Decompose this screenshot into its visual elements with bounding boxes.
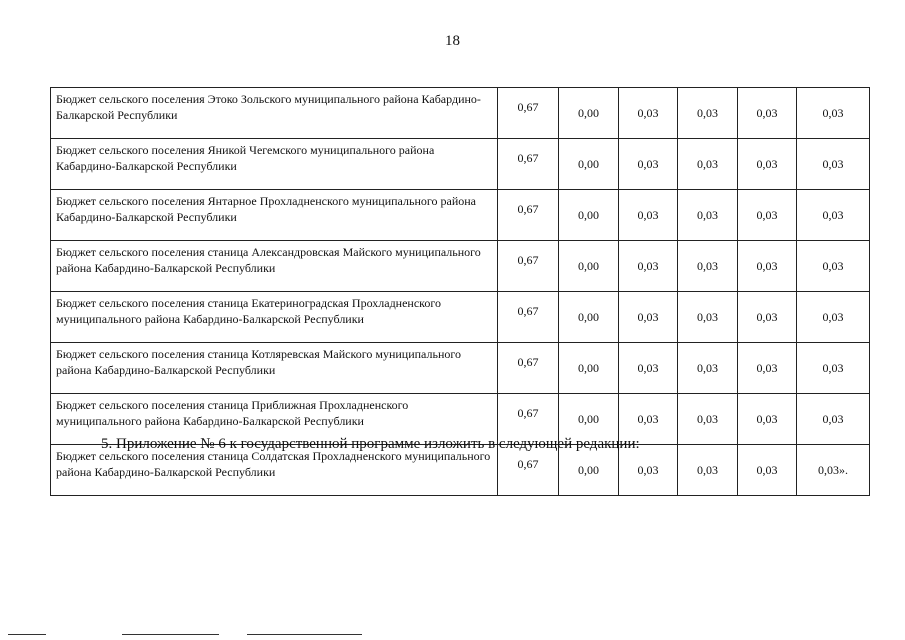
value-cell: 0,03 xyxy=(797,241,870,292)
value-cell: 0,03 xyxy=(619,241,678,292)
value-cell: 0,00 xyxy=(559,445,619,496)
budget-name-cell: Бюджет сельского поселения Этоко Зольского муниципального района Кабардино-Балкарской Республики xyxy=(51,88,498,139)
value-cell: 0,67 xyxy=(498,343,559,394)
budget-name-cell: Бюджет сельского поселения станица Приближная Прохладненского муниципального района Кабардино-Балкарской Республики xyxy=(51,394,498,445)
table-row xyxy=(51,139,870,190)
value-cell: 0,03 xyxy=(797,88,870,139)
value-cell: 0,03 xyxy=(738,190,797,241)
value-cell: 0,03 xyxy=(738,241,797,292)
budget-name-cell: Бюджет сельского поселения станица Александровская Майского муниципального района Кабардино-Балкарской Республики xyxy=(51,241,498,292)
value-cell: 0,03 xyxy=(619,88,678,139)
table-row xyxy=(51,88,870,139)
value-cell: 0,67 xyxy=(498,241,559,292)
value-cell: 0,03 xyxy=(678,394,738,445)
table-body xyxy=(51,88,870,496)
value-cell: 0,03 xyxy=(678,241,738,292)
value-cell: 0,00 xyxy=(559,139,619,190)
table-row xyxy=(51,241,870,292)
budget-name-cell: Бюджет сельского поселения станица Солдатская Прохладненского муниципального района Кабардино-Балкарской Республики xyxy=(51,445,498,496)
value-cell: 0,00 xyxy=(559,292,619,343)
value-cell: 0,03 xyxy=(678,190,738,241)
value-cell: 0,03». xyxy=(797,445,870,496)
value-cell: 0,00 xyxy=(559,88,619,139)
value-cell: 0,03 xyxy=(678,88,738,139)
value-cell: 0,00 xyxy=(559,190,619,241)
footer-line xyxy=(247,634,362,635)
value-cell: 0,03 xyxy=(678,139,738,190)
value-cell: 0,03 xyxy=(619,139,678,190)
value-cell: 0,00 xyxy=(559,394,619,445)
instruction-text: 5. Приложение № 6 к государственной программе изложить в следующей редакции: xyxy=(101,436,640,452)
value-cell: 0,03 xyxy=(738,394,797,445)
table-row xyxy=(51,190,870,241)
budget-name-cell: Бюджет сельского поселения станица Котляревская Майского муниципального района Кабардино-Балкарской Республики xyxy=(51,343,498,394)
value-cell: 0,03 xyxy=(619,343,678,394)
table-row xyxy=(51,343,870,394)
value-cell: 0,03 xyxy=(619,394,678,445)
value-cell: 0,03 xyxy=(619,445,678,496)
value-cell: 0,67 xyxy=(498,88,559,139)
value-cell: 0,03 xyxy=(797,190,870,241)
budget-name-cell: Бюджет сельского поселения Янтарное Прохладненского муниципального района Кабардино-Балкарской Республики xyxy=(51,190,498,241)
value-cell: 0,67 xyxy=(498,292,559,343)
value-cell: 0,03 xyxy=(738,445,797,496)
value-cell: 0,03 xyxy=(738,139,797,190)
value-cell: 0,00 xyxy=(559,343,619,394)
value-cell: 0,03 xyxy=(797,394,870,445)
value-cell: 0,03 xyxy=(797,139,870,190)
footer-line xyxy=(8,634,46,635)
value-cell: 0,03 xyxy=(678,343,738,394)
value-cell: 0,03 xyxy=(738,343,797,394)
value-cell: 0,67 xyxy=(498,139,559,190)
page-number: 18 xyxy=(445,33,460,49)
budget-name-cell: Бюджет сельского поселения Яникой Чегемского муниципального района Кабардино-Балкарской Республики xyxy=(51,139,498,190)
value-cell: 0,03 xyxy=(619,190,678,241)
value-cell: 0,67 xyxy=(498,394,559,445)
value-cell: 0,00 xyxy=(559,241,619,292)
budget-table xyxy=(50,87,870,496)
table-row xyxy=(51,292,870,343)
value-cell: 0,03 xyxy=(797,292,870,343)
value-cell: 0,03 xyxy=(738,88,797,139)
value-cell: 0,03 xyxy=(678,292,738,343)
value-cell: 0,03 xyxy=(678,445,738,496)
budget-name-cell: Бюджет сельского поселения станица Екатериноградская Прохладненского муниципального района Кабардино-Балкарской Республики xyxy=(51,292,498,343)
value-cell: 0,03 xyxy=(797,343,870,394)
value-cell: 0,03 xyxy=(738,292,797,343)
value-cell: 0,67 xyxy=(498,190,559,241)
value-cell: 0,67 xyxy=(498,445,559,496)
value-cell: 0,03 xyxy=(619,292,678,343)
footer-line xyxy=(122,634,219,635)
